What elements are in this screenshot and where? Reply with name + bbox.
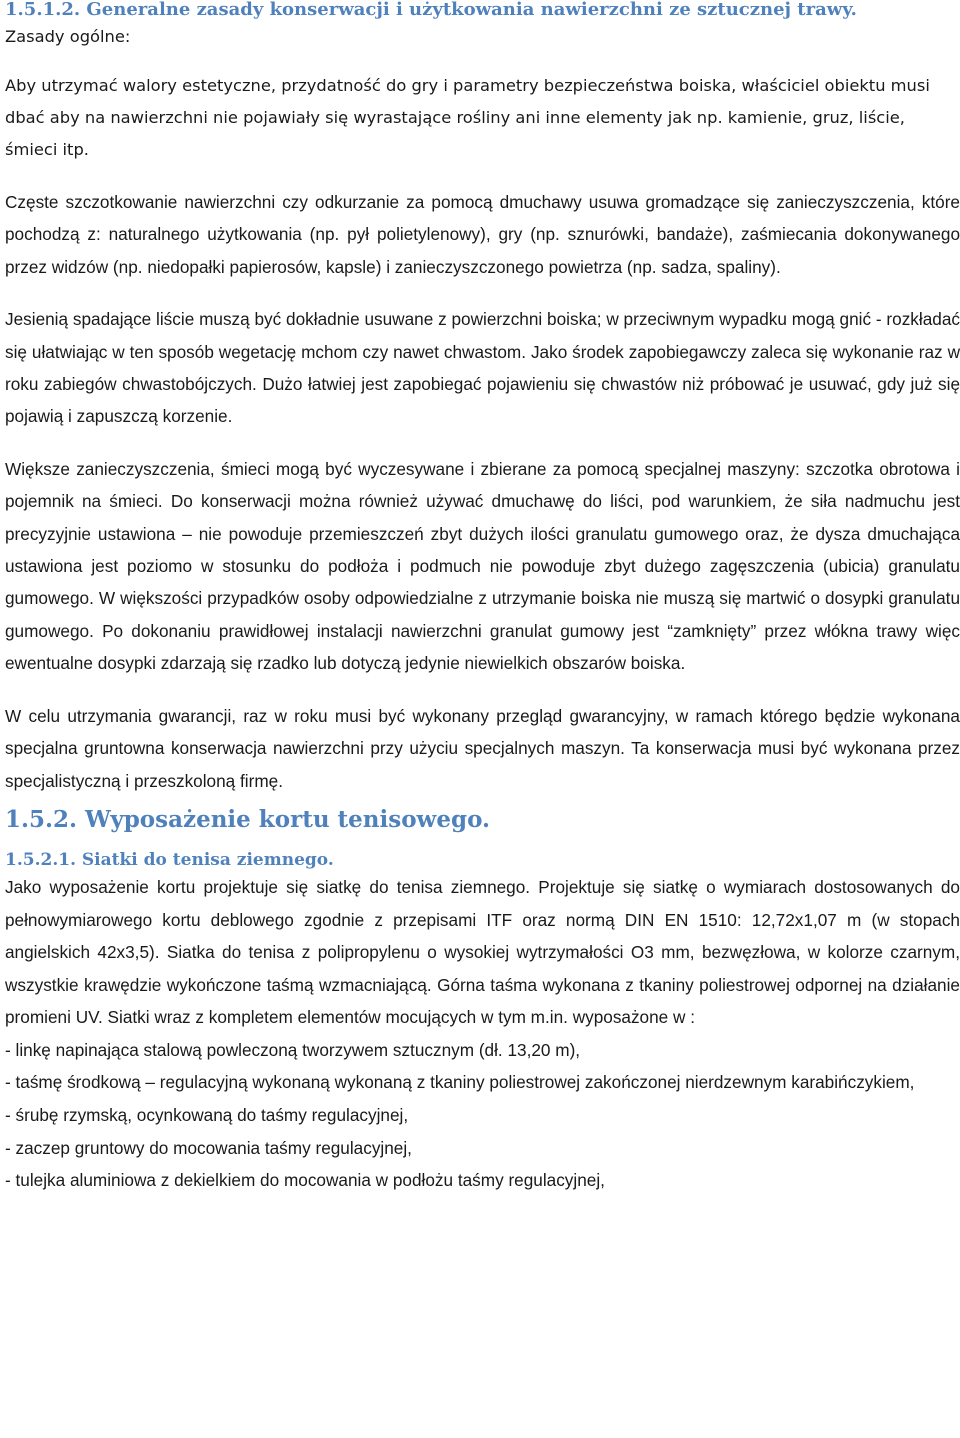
net-equipment-list [5,1034,960,1197]
list-item: - śrubę rzymską, ocynkowaną do taśmy regulacyjnej, [5,1105,409,1126]
list-item: - linkę napinająca stalową powleczoną tworzywem sztucznym (dł. 13,20 m), [5,1039,581,1060]
paragraph-tennis-net: Jako wyposażenie kortu projektuje się siatkę do tenisa ziemnego. Projektuje się siatkę o wymiarach dostosowanych do pełnowymiarowego kortu deblowego zgodnie z przepisami ITF oraz normą DIN EN 1510: 12,72x1,07 m (w stopach angielskich 42x3,5). Siatka do tenisa z polipropylenu o wysokiej wytrzymałości O3 mm, bezwęzłowa, w kolorze czarnym, wszystkie krawędzie wykończone taśmą wzmacniającą. Górna taśma wykonana z tkaniny poliestrowej odpornej na działanie promieni UV. Siatki wraz z kompletem elementów mocujących w tym m.in. wyposażone w : [5,876,960,1028]
list-item: - tulejka aluminiowa z dekielkiem do mocowania w podłożu taśmy regulacyjnej, [5,1170,605,1191]
paragraph-autumn-leaves: Jesienią spadające liście muszą być dokładnie usuwane z powierzchni boiska; w przeciwnym wypadku mogą gnić - rozkładać się ułatwiając w ten sposób wegetację mchom czy nawet chwastom. Jako środek zapobiegawczy zaleca się wykonanie raz w roku zabiegów chwastobójczych. Dużo łatwiej jest zapobiegać pojawieniu się chwastów niż próbować je usuwać, gdy już się pojawią i zapuszczą korzenie. [5,309,960,427]
section-heading-1-5-2-1: 1.5.2.1. Siatki do tenisa ziemnego. [5,849,334,870]
section-heading-1-5-1-2: 1.5.1.2. Generalne zasady konserwacji i użytkowania nawierzchni ze sztucznej trawy. [5,0,857,20]
list-item: - taśmę środkową – regulacyjną wykonaną wykonaną z tkaniny poliestrowej zakończonej nierdzewnym karabińczykiem, [5,1072,915,1093]
paragraph-cleaning-machine: Większe zanieczyszczenia, śmieci mogą być wyczesywane i zbierane za pomocą specjalnej maszyny: szczotka obrotowa i pojemnik na śmieci. Do konserwacji można również używać dmuchawę do liści, pod warunkiem, że siła nadmuchu jest precyzyjnie ustawiona – nie powoduje przemieszczeń zbyt dużych ilości granulatu gumowego oraz, że dysza dmuchająca ustawiona jest poziomo w stosunku do podłoża i podmuch nie powoduje zbyt dużego zagęszczenia (ubicia) granulatu gumowego. W większości przypadków osoby odpowiedzialne z utrzymanie boiska nie muszą się martwić o dosypki granulatu gumowego. Po dokonaniu prawidłowej instalacji nawierzchni granulat gumowy jest “zamknięty” przez włókna trawy więc ewentualne dosypki zdarzają się rzadko lub dotyczą jedynie niewielkich obszarów boiska. [5,458,960,674]
document-page [5,0,960,1197]
paragraph-warranty: W celu utrzymania gwarancji, raz w roku musi być wykonany przegląd gwarancyjny, w ramach którego będzie wykonana specjalna gruntowna konserwacja nawierzchni przy użyciu specjalnych maszyn. Ta konserwacja musi być wykonana przez specjalistyczną i przeszkoloną firmę. [5,705,960,791]
list-item: - zaczep gruntowy do mocowania taśmy regulacyjnej, [5,1137,412,1158]
general-rules-label: Zasady ogólne: [5,27,131,46]
paragraph-aesthetics: Aby utrzymać walory estetyczne, przydatność do gry i parametry bezpieczeństwa boiska, właściciel obiektu musi dbać aby na nawierzchni nie pojawiały się wyrastające rośliny ani inne elementy jak np. kamienie, gruz, liście, śmieci itp. [5,76,930,159]
section-heading-1-5-2: 1.5.2. Wyposażenie kortu tenisowego. [5,805,491,833]
paragraph-brushing: Częste szczotkowanie nawierzchni czy odkurzanie za pomocą dmuchawy usuwa gromadzące się zanieczyszczenia, które pochodzą z: naturalnego użytkowania (np. pył polietylenowy), gry (np. sznurówki, bandaże), zaśmiecania dokonywanego przez widzów (np. niedopałki papierosów, kapsle) i zanieczyszczonego powietrza (np. sadza, spaliny). [5,192,960,277]
